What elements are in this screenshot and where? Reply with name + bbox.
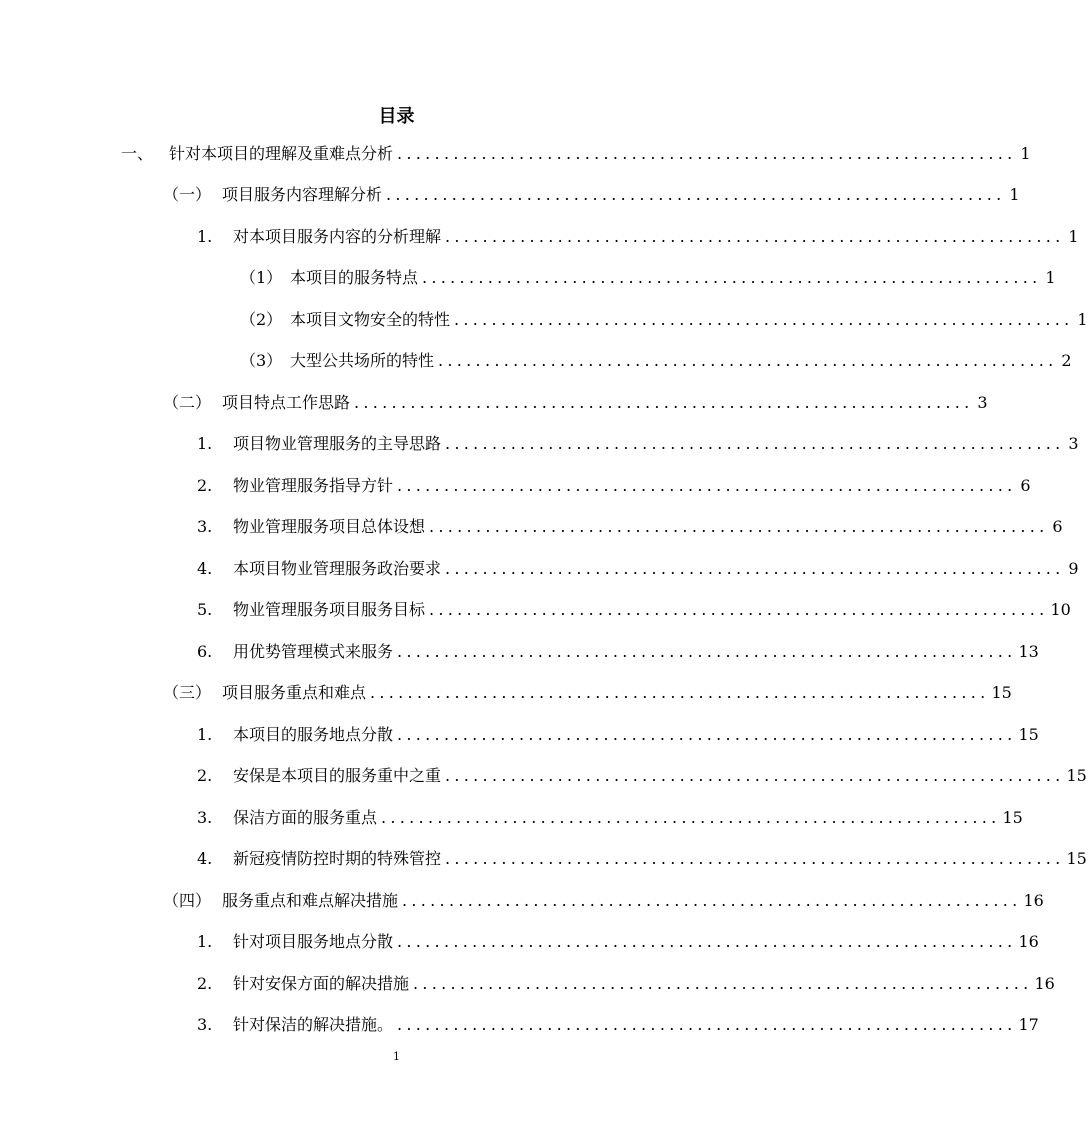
toc-entry-page: 3: [1068, 434, 1079, 453]
toc-leader-dots: ..................................................................: [402, 891, 1022, 910]
page-title: 目录: [378, 106, 415, 127]
toc-entry-text: 针对保洁的解决措施。: [233, 1015, 394, 1034]
toc-entry-text: 本项目文物安全的特性: [290, 310, 451, 329]
toc-leader-dots: ..................................................................: [397, 725, 1017, 744]
toc-entry-number: 2.: [197, 476, 213, 495]
toc-entry-page: 3: [977, 393, 988, 412]
toc-entry[interactable]: [197, 225, 1079, 249]
toc-leader-dots: ..................................................................: [429, 600, 1049, 619]
toc-entry-text: 项目服务重点和难点: [222, 683, 367, 702]
toc-entry-number: （1）: [240, 268, 283, 287]
toc-entry[interactable]: [163, 183, 1020, 207]
toc-entry-number: 1.: [197, 932, 213, 951]
toc-entry[interactable]: [197, 806, 1023, 830]
toc-entry-text: 安保是本项目的服务重中之重: [233, 766, 442, 785]
toc-entry[interactable]: [197, 764, 1087, 788]
toc-entry-page: 1: [1045, 268, 1056, 287]
toc-entry-number: （二）: [163, 393, 212, 412]
toc-entry-number: （一）: [163, 185, 212, 204]
toc-entry-page: 2: [1061, 351, 1072, 370]
toc-entry-page: 17: [1018, 1015, 1039, 1034]
toc-entry-page: 16: [1034, 974, 1055, 993]
toc-leader-dots: ..................................................................: [438, 351, 1058, 370]
toc-entry[interactable]: [163, 681, 1012, 705]
toc-entry-page: 15: [1018, 725, 1039, 744]
toc-entry-page: 1: [1068, 227, 1079, 246]
toc-entry-number: 2.: [197, 766, 213, 785]
toc-entry-text: 物业管理服务指导方针: [233, 476, 394, 495]
toc-leader-dots: ..................................................................: [445, 559, 1065, 578]
toc-entry-text: 新冠疫情防控时期的特殊管控: [233, 849, 442, 868]
toc-entry-number: 4.: [197, 559, 213, 578]
toc-leader-dots: ..................................................................: [381, 808, 1001, 827]
toc-entry[interactable]: [163, 889, 1044, 913]
toc-entry-number: 5.: [197, 600, 213, 619]
toc-leader-dots: ..................................................................: [386, 185, 1006, 204]
toc-entry-page: 15: [1066, 849, 1087, 868]
toc-entry[interactable]: [197, 640, 1039, 664]
toc-entry-page: 15: [991, 683, 1012, 702]
toc-entry-number: 6.: [197, 642, 213, 661]
toc-entry-number: （2）: [240, 310, 283, 329]
toc-entry-number: 1.: [197, 725, 213, 744]
toc-leader-dots: ..................................................................: [454, 310, 1074, 329]
toc-leader-dots: ..................................................................: [354, 393, 974, 412]
toc-entry-page: 9: [1068, 559, 1079, 578]
toc-entry-number: 3.: [197, 1015, 213, 1034]
toc-entry[interactable]: [197, 1013, 1039, 1037]
toc-leader-dots: ..................................................................: [397, 642, 1017, 661]
toc-entry-number: 3.: [197, 517, 213, 536]
toc-entry-page: 15: [1002, 808, 1023, 827]
toc-entry[interactable]: [197, 432, 1079, 456]
toc-leader-dots: ..................................................................: [429, 517, 1049, 536]
toc-entry-page: 6: [1052, 517, 1063, 536]
toc-entry-text: 对本项目服务内容的分析理解: [233, 227, 442, 246]
toc-entry-page: 15: [1066, 766, 1087, 785]
toc-leader-dots: ..................................................................: [397, 144, 1017, 163]
toc-entry[interactable]: [121, 142, 1031, 166]
toc-leader-dots: ..................................................................: [413, 974, 1033, 993]
toc-leader-dots: ..................................................................: [445, 227, 1065, 246]
toc-entry-text: 服务重点和难点解决措施: [222, 891, 399, 910]
toc-leader-dots: ..................................................................: [445, 434, 1065, 453]
toc-leader-dots: ..................................................................: [445, 766, 1065, 785]
toc-entry-number: 4.: [197, 849, 213, 868]
toc-leader-dots: ..................................................................: [397, 1015, 1017, 1034]
toc-entry-text: 针对本项目的理解及重难点分析: [169, 144, 394, 163]
toc-leader-dots: ..................................................................: [445, 849, 1065, 868]
toc-entry-text: 本项目的服务特点: [290, 268, 419, 287]
toc-entry-number: （三）: [163, 683, 212, 702]
toc-leader-dots: ..................................................................: [397, 932, 1017, 951]
toc-entry-page: 1: [1020, 144, 1031, 163]
page-number-footer: 1: [393, 1050, 400, 1063]
toc-entry[interactable]: [240, 308, 1088, 332]
toc-entry-text: 项目服务内容理解分析: [222, 185, 383, 204]
toc-entry-text: 保洁方面的服务重点: [233, 808, 378, 827]
toc-entry-page: 16: [1018, 932, 1039, 951]
toc-entry[interactable]: [197, 972, 1055, 996]
toc-leader-dots: ..................................................................: [370, 683, 990, 702]
toc-entry-number: （四）: [163, 891, 212, 910]
toc-entry[interactable]: [197, 515, 1063, 539]
toc-entry[interactable]: [197, 474, 1031, 498]
toc-entry-number: 3.: [197, 808, 213, 827]
toc-entry-page: 1: [1077, 310, 1088, 329]
toc-entry[interactable]: [197, 723, 1039, 747]
toc-entry[interactable]: [197, 557, 1079, 581]
toc-entry-number: 1.: [197, 434, 213, 453]
toc-entry[interactable]: [197, 598, 1071, 622]
toc-entry-text: 项目物业管理服务的主导思路: [233, 434, 442, 453]
toc-entry-number: 2.: [197, 974, 213, 993]
toc-leader-dots: ..................................................................: [397, 476, 1017, 495]
toc-entry-text: 本项目的服务地点分散: [233, 725, 394, 744]
toc-entry-number: （3）: [240, 351, 283, 370]
toc-entry[interactable]: [240, 349, 1072, 373]
toc-entry-text: 项目特点工作思路: [222, 393, 351, 412]
toc-entry[interactable]: [197, 847, 1087, 871]
toc-entry-page: 10: [1050, 600, 1071, 619]
toc-leader-dots: ..................................................................: [422, 268, 1042, 287]
toc-entry-page: 6: [1020, 476, 1031, 495]
toc-entry-page: 13: [1018, 642, 1039, 661]
toc-entry-text: 本项目物业管理服务政治要求: [233, 559, 442, 578]
toc-entry-page: 16: [1023, 891, 1044, 910]
toc-entry-number: 一、: [121, 144, 154, 163]
toc-entry-text: 用优势管理模式来服务: [233, 642, 394, 661]
toc-entry-text: 针对安保方面的解决措施: [233, 974, 410, 993]
toc-entry-text: 物业管理服务项目服务目标: [233, 600, 426, 619]
toc-entry[interactable]: [197, 930, 1039, 954]
toc-entry-text: 物业管理服务项目总体设想: [233, 517, 426, 536]
toc-entry[interactable]: [163, 391, 988, 415]
toc-entry-page: 1: [1009, 185, 1020, 204]
toc-entry-number: 1.: [197, 227, 213, 246]
toc-entry-text: 大型公共场所的特性: [290, 351, 435, 370]
toc-entry-text: 针对项目服务地点分散: [233, 932, 394, 951]
toc-entry[interactable]: [240, 266, 1056, 290]
